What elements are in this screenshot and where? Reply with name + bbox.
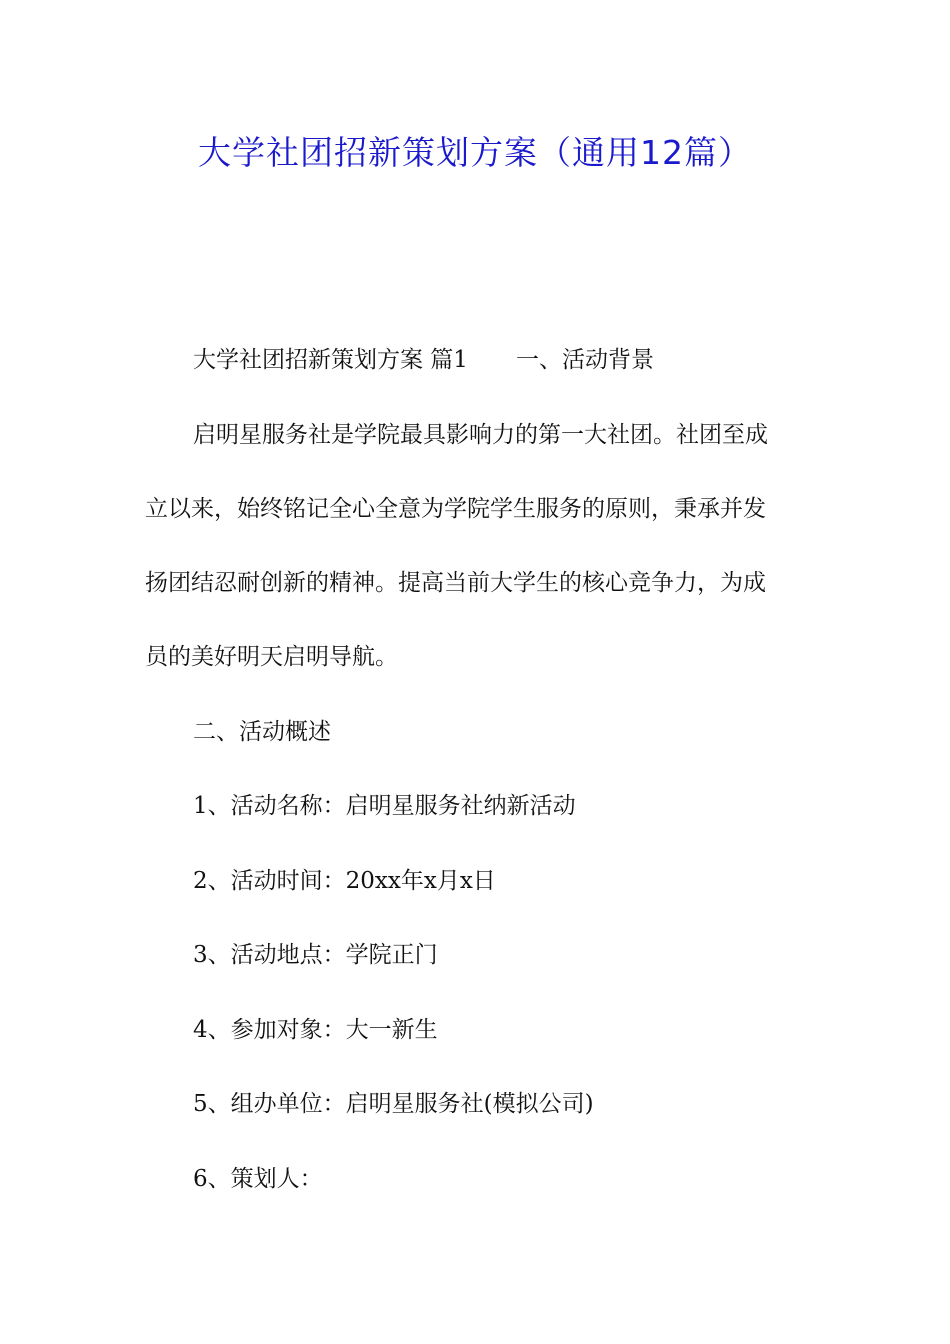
section-heading-line — [193, 343, 654, 377]
list-item: 1、活动名称：启明星服务社纳新活动 — [193, 793, 576, 819]
list-item: 6、策划人： — [193, 1166, 323, 1192]
paragraph-line: 员的美好明天启明导航。 — [145, 644, 398, 670]
paragraph-line: 扬团结忍耐创新的精神。提高当前大学生的核心竞争力，为成 — [145, 570, 766, 596]
document-title: 大学社团招新策划方案（通用12篇） — [198, 133, 752, 172]
paragraph-line: 立以来，始终铭记全心全意为学院学生服务的原则，秉承并发 — [145, 496, 766, 522]
section-heading: 大学社团招新策划方案 篇1 — [193, 347, 468, 373]
paragraph-line: 启明星服务社是学院最具影响力的第一大社团。社团至成 — [193, 422, 768, 448]
list-item: 4、参加对象：大一新生 — [193, 1017, 438, 1043]
list-item: 3、活动地点：学院正门 — [193, 942, 438, 968]
list-item: 2、活动时间：20xx年x月x日 — [193, 868, 496, 894]
list-item: 5、组办单位：启明星服务社(模拟公司) — [193, 1091, 594, 1117]
section-first-item: 一、活动背景 — [515, 347, 654, 373]
heading-activity-overview: 二、活动概述 — [193, 719, 331, 745]
document-body — [145, 0, 810, 1344]
